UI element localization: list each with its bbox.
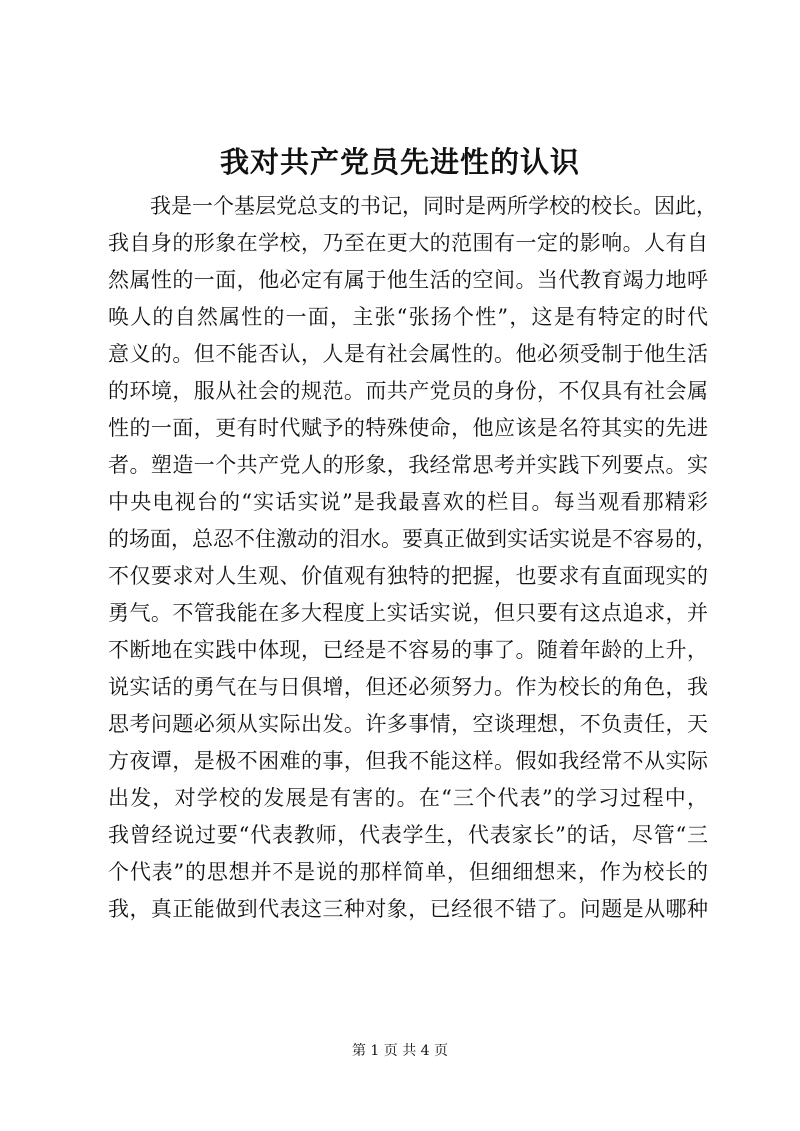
body-line: 中央电视台的“实话实说”是我最喜欢的栏目。每当观看那精彩 bbox=[108, 490, 708, 514]
body-line: 出发，对学校的发展是有害的。在“三个代表”的学习过程中， bbox=[108, 786, 708, 810]
body-line: 方夜谭，是极不困难的事，但我不能这样。假如我经常不从实际 bbox=[108, 749, 708, 773]
document-title: 我对共产党员先进性的认识 bbox=[219, 145, 580, 179]
body-line: 不仅要求对人生观、价值观有独特的把握，也要求有直面现实的 bbox=[108, 564, 708, 588]
body-line: 性的一面，更有时代赋予的特殊使命，他应该是名符其实的先进 bbox=[108, 416, 708, 440]
body-line: 者。塑造一个共产党人的形象，我经常思考并实践下列要点。实 bbox=[108, 453, 708, 477]
body-line: 意义的。但不能否认，人是有社会属性的。他必须受制于他生活 bbox=[108, 342, 708, 366]
body-line: 我，真正能做到代表这三种对象，已经很不错了。问题是从哪种 bbox=[108, 897, 708, 921]
body-line: 唤人的自然属性的一面，主张“张扬个性”，这是有特定的时代 bbox=[108, 305, 708, 329]
body-line: 然属性的一面，他必定有属于他生活的空间。当代教育竭力地呼 bbox=[108, 268, 708, 292]
body-line: 不断地在实践中体现，已经是不容易的事了。随着年龄的上升， bbox=[108, 638, 708, 662]
body-line: 的场面，总忍不住激动的泪水。要真正做到实话实说是不容易的， bbox=[108, 527, 717, 551]
body-line: 的环境，服从社会的规范。而共产党员的身份，不仅具有社会属 bbox=[108, 379, 708, 403]
body-line: 勇气。不管我能在多大程度上实话实说，但只要有这点追求，并 bbox=[108, 601, 708, 625]
document-body bbox=[108, 188, 717, 928]
page-footer: 第 1 页 共 4 页 bbox=[351, 1043, 449, 1059]
body-line: 我曾经说过要“代表教师，代表学生，代表家长”的话，尽管“三 bbox=[108, 823, 708, 847]
body-line: 思考问题必须从实际出发。许多事情，空谈理想，不负责任，天 bbox=[108, 712, 708, 736]
body-line: 我是一个基层党总支的书记，同时是两所学校的校长。因此， bbox=[150, 194, 717, 218]
body-line: 说实话的勇气在与日俱增，但还必须努力。作为校长的角色，我 bbox=[108, 675, 708, 699]
body-line: 我自身的形象在学校，乃至在更大的范围有一定的影响。人有自 bbox=[108, 231, 708, 255]
body-line: 个代表”的思想并不是说的那样简单，但细细想来，作为校长的 bbox=[108, 860, 708, 884]
